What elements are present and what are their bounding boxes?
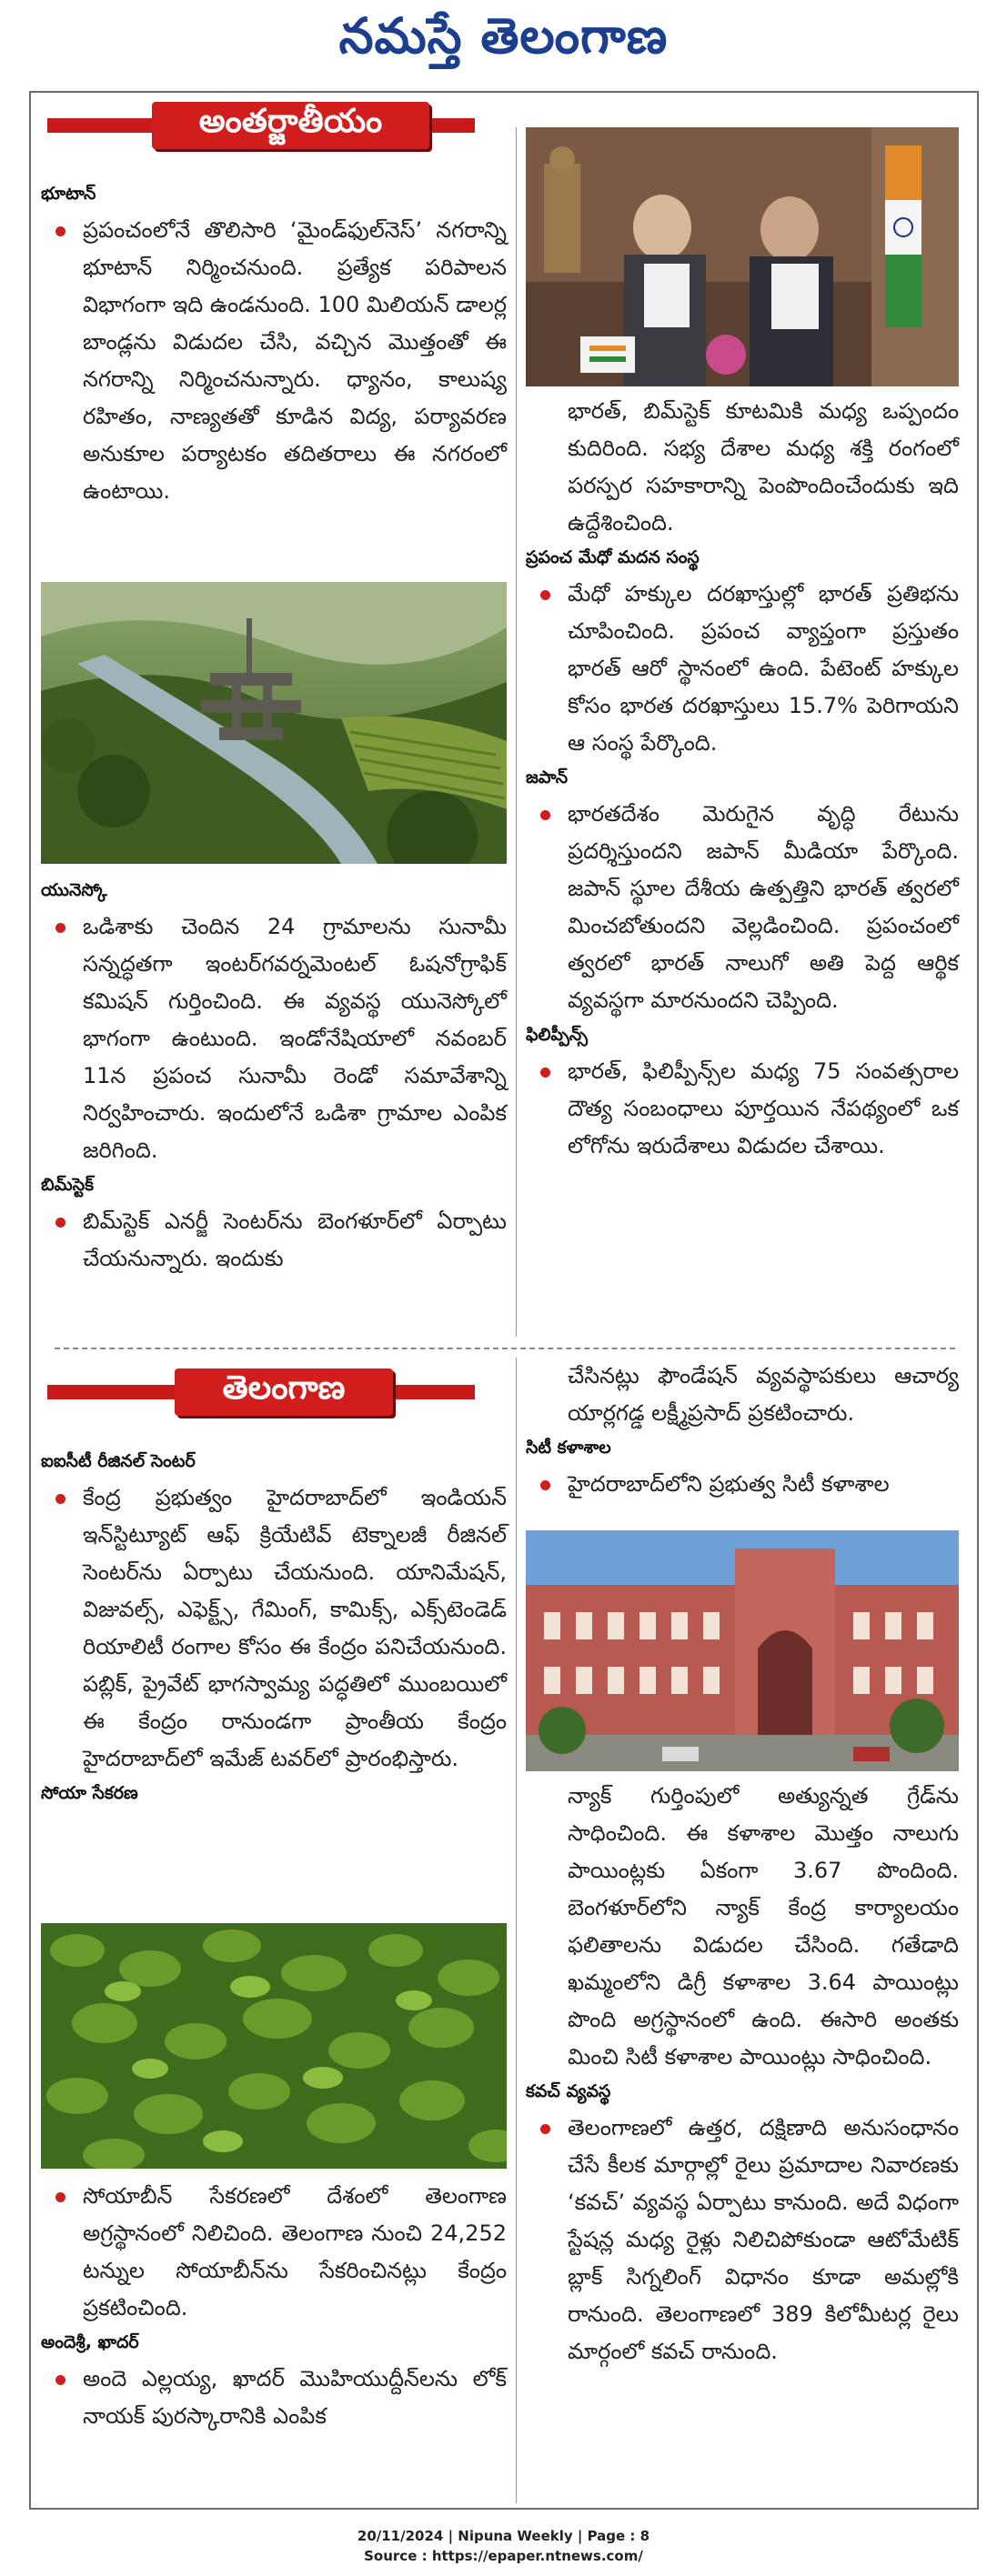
section-heading-soya: సోయా సేకరణ xyxy=(41,1783,138,1803)
column-rule xyxy=(516,127,517,1337)
article-andesri-continued-text: చేసినట్లు ఫౌండేషన్ వ్యవస్థాపకులు ఆచార్య యార్లగడ్డ లక్ష్మీప్రసాద్ ప్రకటించారు. xyxy=(568,1363,959,1426)
bimstec-agreement-photo xyxy=(526,127,959,386)
article-philippines xyxy=(526,1053,959,1165)
article-wipo-text: మేధో హక్కుల దరఖాస్తుల్లో భారత్ ప్రతిభను చూపించింది. ప్రపంచ వ్యాప్తంగా ప్రస్తుతం భారత్ ఆరో స్థానంలో ఉంది. పేటెంట్ హక్కుల కోసం భారత దరఖాస్తులు 15.7% పెరిగాయని ఆ సంస్థ పేర్కొంది. xyxy=(568,581,959,756)
article-bimstec xyxy=(41,1203,507,1278)
international-banner-title: అంతర్జాతీయం xyxy=(152,102,429,149)
telangana-right-column xyxy=(526,1358,959,1503)
bullet-icon xyxy=(540,1480,550,1490)
international-right-column xyxy=(526,393,959,1165)
bullet-icon xyxy=(540,590,550,600)
article-city-college-continued-text: న్యాక్ గుర్తింపులో అత్యున్నత గ్రేడ్‌ను సాధించింది. ఈ కళాశాల మొత్తం నాలుగు పాయింట్లకు ఏకంగా 3.67 పొందింది. బెంగళూర్‌లోని న్యాక్ కేంద్ర కార్యాలయం ఫలితాలను విడుదల చేసింది. గతేడాది ఖమ్మంలోని డిగ్రీ కళాశాల 3.64 పాయింట్లు పొంది అగ్రస్థానంలో ఉంది. ఈసారి అంతకు మించి సిటీ కళాశాల పాయింట్లు సాధించింది. xyxy=(568,1783,959,2070)
soybean-field-image xyxy=(41,1923,507,2169)
bhutan-mindfulness-city-image xyxy=(41,582,507,864)
article-wipo xyxy=(526,576,959,762)
bullet-icon xyxy=(55,2192,65,2202)
telangana-right-column-2 xyxy=(526,1778,959,2371)
bullet-icon xyxy=(55,923,65,933)
bullet-icon xyxy=(55,1494,65,1504)
article-city-college-continued xyxy=(526,1778,959,2076)
article-japan xyxy=(526,796,959,1019)
bullet-icon xyxy=(540,2124,550,2134)
section-heading-bhutan: భూటాన్ xyxy=(41,184,96,204)
article-city-college xyxy=(526,1466,959,1503)
article-city-college-text: హైదరాబాద్‌లోని ప్రభుత్వ సిటీ కళాశాల xyxy=(568,1471,890,1497)
section-heading-kavach: కవచ్ వ్యవస్థ xyxy=(526,2081,611,2101)
section-heading-city-college: సిటీ కళాశాల xyxy=(526,1438,611,1458)
section-heading-bimstec: బిమ్‌స్టెక్ xyxy=(41,1175,95,1195)
article-andesri xyxy=(41,2360,507,2435)
article-bimstec-text: బిమ్‌స్టెక్ ఎనర్జీ సెంటర్‌ను బెంగళూర్‌లో ఏర్పాటు చేయనున్నారు. ఇందుకు xyxy=(83,1208,507,1271)
city-college-building-image xyxy=(526,1530,959,1771)
bullet-icon xyxy=(55,226,65,236)
section-heading-andesri: అందెశ్రీ, ఖాదర్ xyxy=(41,2332,139,2352)
footer-publication-line: 20/11/2024 | Nipuna Weekly | Page : 8 xyxy=(357,2528,650,2544)
bullet-icon xyxy=(55,1218,65,1228)
section-heading-japan: జపాన్ xyxy=(526,767,569,787)
section-heading-philippines: ఫిలిప్పీన్స్ xyxy=(526,1025,588,1045)
bullet-icon xyxy=(540,1067,550,1078)
footer-source-line: Source : https://epaper.ntnews.com/ xyxy=(364,2548,643,2564)
article-iict-text: కేంద్ర ప్రభుత్వం హైదరాబాద్‌లో ఇండియన్ ఇన్‌స్టిట్యూట్ ఆఫ్ క్రియేటివ్ టెక్నాలజీ రీజినల్ సెంటర్‌ను ఏర్పాటు చేయనుంది. యానిమేషన్, విజువల్స్, ఎఫెక్ట్స్, గేమింగ్, కామిక్స్, ఎక్స్‌టెండెడ్ రియాలిటీ రంగాల కోసం ఈ కేంద్రం పనిచేయనుంది. పబ్లిక్, ప్రైవేట్ భాగస్వామ్య పద్ధతిలో ముంబయిలో ఈ కేంద్రం రానుండగా ప్రాంతీయ కేంద్రం హైదరాబాద్‌లో ఇమేజ్ టవర్‌లో ప్రారంభిస్తారు. xyxy=(83,1485,507,1771)
telangana-banner-title: తెలంగాణ xyxy=(175,1368,393,1416)
section-divider xyxy=(55,1348,955,1349)
section-heading-iict: ఐఐసీటీ రీజినల్ సెంటర్ xyxy=(41,1451,196,1471)
article-unesco xyxy=(41,908,507,1169)
masthead-title: నమస్తే తెలంగాణ xyxy=(338,6,669,65)
page-footer xyxy=(0,2526,1007,2566)
international-left-column-2 xyxy=(41,875,507,1278)
article-andesri-continued xyxy=(526,1358,959,1432)
article-japan-text: భారతదేశం మెరుగైన వృద్ధి రేటును ప్రదర్శిస్తుందని జపాన్ మీడియా పేర్కొంది. జపాన్ స్థూల దేశీయ ఉత్పత్తిని భారత్ త్వరలో మించబోతుందని వెల్లడించింది. ప్రపంచంలో త్వరలో భారత్ నాలుగో అతి పెద్ద ఆర్థిక వ్యవస్థగా మారనుందని చెప్పింది. xyxy=(568,801,959,1013)
column-rule xyxy=(516,1358,517,2503)
article-kavach-text: తెలంగాణలో ఉత్తర, దక్షిణాది అనుసంధానం చేసే కీలక మార్గాల్లో రైలు ప్రమాదాల నివారణకు ‘కవచ్’ వ్యవస్థ ఏర్పాటు కానుంది. అదే విధంగా స్టేషన్ల మధ్య రైళ్లు నిలిచిపోకుండా ఆటోమేటిక్ బ్లాక్ సిగ్నలింగ్ విధానం కూడా అమల్లోకి రానుంది. తెలంగాణలో 389 కిలోమీటర్ల రైలు మార్గంలో కవచ్ రానుంది. xyxy=(568,2115,959,2364)
article-bhutan xyxy=(41,212,507,510)
telangana-left-column-2 xyxy=(41,2178,507,2435)
article-bhutan-text: ప్రపంచంలోనే తొలిసారి ‘మైండ్‌ఫుల్‌నెస్’ నగరాన్ని భూటాన్ నిర్మించనుంది. ప్రత్యేక పరిపాలన విభాగంగా ఇది ఉండనుంది. 100 మిలియన్ డాలర్ల బాండ్లను విడుదల చేసి, వచ్చిన మొత్తంతో ఈ నగరాన్ని నిర్మించనున్నారు. ధ్యానం, కాలుష్య రహితం, నాణ్యతతో కూడిన విద్య, పర్యావరణ అనుకూల పర్యాటకం తదితరాలు ఈ నగరంలో ఉంటాయి. xyxy=(83,217,507,504)
article-andesri-text: అందె ఎల్లయ్య, ఖాదర్ మొహియుద్దీన్‌లను లోక్ నాయక్ పురస్కారానికి ఎంపిక xyxy=(83,2366,507,2429)
international-banner xyxy=(47,102,475,149)
article-bimstec-continued-text: భారత్, బిమ్‌స్టెక్ కూటమికి మధ్య ఒప్పందం కుదిరింది. సభ్య దేశాల మధ్య శక్తి రంగంలో పరస్పర సహకారాన్ని పెంపొందించేందుకు ఇది ఉద్దేశించింది. xyxy=(568,398,959,536)
telangana-left-column xyxy=(41,1446,507,1811)
article-philippines-text: భారత్, ఫిలిప్పీన్స్‌ల మధ్య 75 సంవత్సరాల దౌత్య సంబంధాలు పూర్తయిన నేపథ్యంలో ఒక లోగోను ఇరుదేశాలు విడుదల చేశాయి. xyxy=(568,1058,959,1158)
bullet-icon xyxy=(540,810,550,820)
masthead xyxy=(0,0,1007,84)
section-heading-wipo: ప్రపంచ మేధో మదన సంస్థ xyxy=(526,547,700,567)
article-bimstec-continued xyxy=(526,393,959,542)
article-soya-text: సోయాబీన్ సేకరణలో దేశంలో తెలంగాణ అగ్రస్థానంలో నిలిచింది. తెలంగాణ నుంచి 24,252 టన్నుల సోయాబీన్‌ను సేకరించినట్లు కేంద్రం ప్రకటించింది. xyxy=(83,2183,507,2320)
international-left-column xyxy=(41,178,507,510)
bullet-icon xyxy=(55,2375,65,2385)
article-soya xyxy=(41,2178,507,2327)
telangana-banner xyxy=(47,1368,475,1416)
article-unesco-text: ఒడిశాకు చెందిన 24 గ్రామాలను సునామీ సన్నద్ధతగా ఇంటర్‌గవర్నమెంటల్ ఓషనోగ్రాఫిక్ కమిషన్ గుర్తించింది. ఈ వ్యవస్థ యునెస్కోలో భాగంగా ఉంటుంది. ఇండోనేషియాలో నవంబర్ 11న ప్రపంచ సునామీ రెండో సమావేశాన్ని నిర్వహించారు. ఇందులోనే ఒడిశా గ్రామాల ఎంపిక జరిగింది. xyxy=(83,914,507,1163)
section-heading-unesco: యునెస్కో xyxy=(41,880,107,900)
article-iict xyxy=(41,1479,507,1778)
article-kavach xyxy=(526,2110,959,2371)
